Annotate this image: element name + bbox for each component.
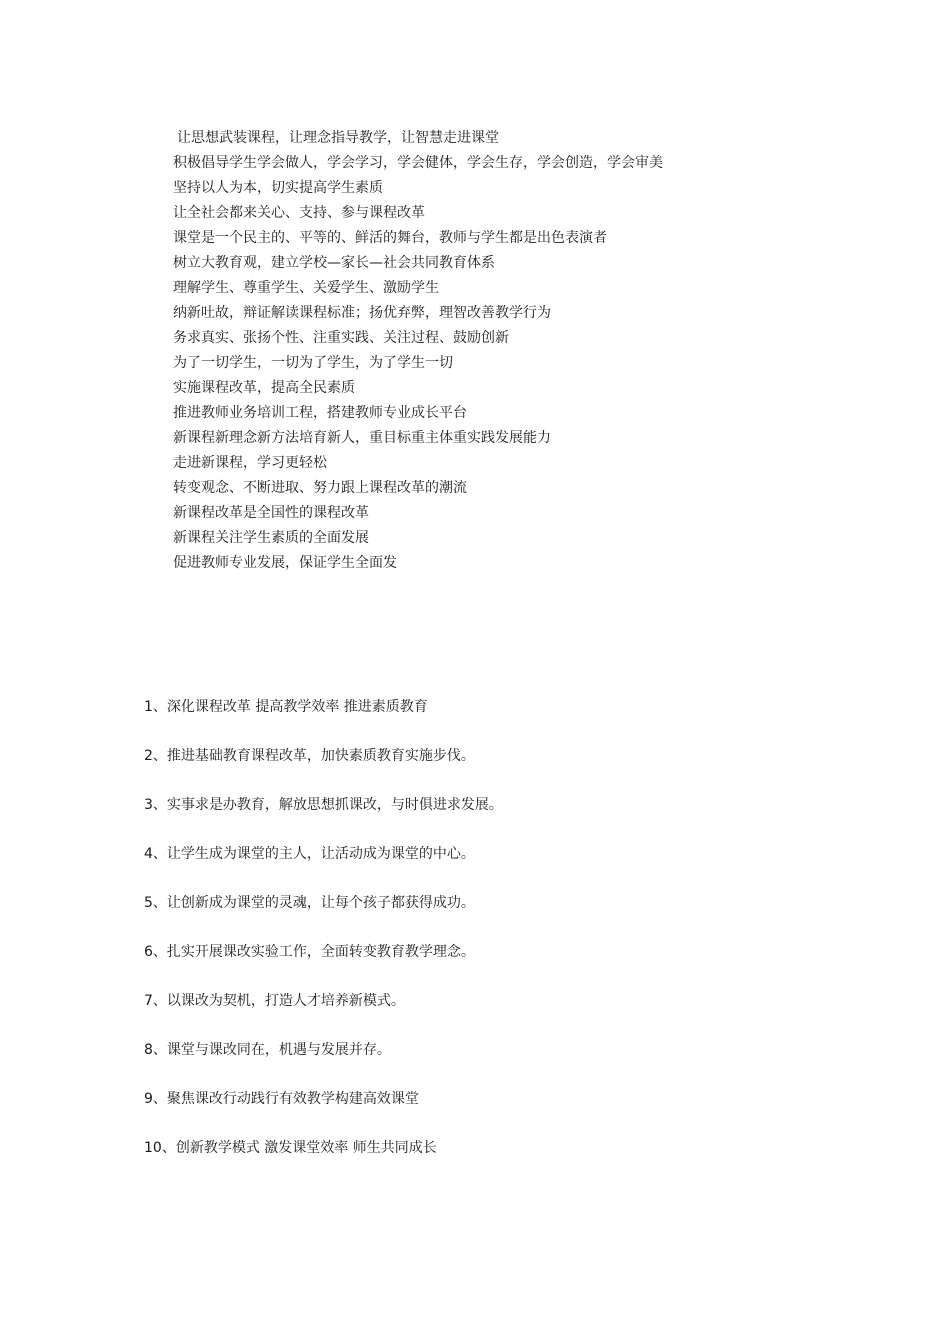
slogan-line: 纳新吐故，辩证解读课程标准；扬优弃弊，理智改善教学行为 <box>173 305 551 321</box>
slogan-line: 树立大教育观，建立学校—家长—社会共同教育体系 <box>173 255 495 271</box>
numbered-item: 7、以课改为契机，打造人才培养新模式。 <box>144 993 405 1009</box>
numbered-item: 6、扎实开展课改实验工作，全面转变教育教学理念。 <box>144 944 475 960</box>
slogan-line: 为了一切学生，一切为了学生，为了学生一切 <box>173 355 453 371</box>
numbered-item: 9、聚焦课改行动践行有效教学构建高效课堂 <box>144 1091 419 1107</box>
numbered-item: 10、创新教学模式 激发课堂效率 师生共同成长 <box>144 1140 437 1156</box>
numbered-item: 5、让创新成为课堂的灵魂，让每个孩子都获得成功。 <box>144 895 475 911</box>
numbered-item: 3、实事求是办教育，解放思想抓课改，与时俱进求发展。 <box>144 797 503 813</box>
slogan-line: 实施课程改革，提高全民素质 <box>173 380 355 396</box>
slogan-line: 课堂是一个民主的、平等的、鲜活的舞台，教师与学生都是出色表演者 <box>173 230 607 246</box>
slogan-line: 走进新课程，学习更轻松 <box>173 455 327 471</box>
slogan-list <box>173 126 893 576</box>
slogan-line: 务求真实、张扬个性、注重实践、关注过程、鼓励创新 <box>173 330 509 346</box>
slogan-line: 转变观念、不断进取、努力跟上课程改革的潮流 <box>173 480 467 496</box>
slogan-line: 积极倡导学生学会做人，学会学习，学会健体，学会生存，学会创造，学会审美 <box>173 155 663 171</box>
numbered-item: 4、让学生成为课堂的主人，让活动成为课堂的中心。 <box>144 846 475 862</box>
slogan-line: 新课程新理念新方法培育新人，重目标重主体重实践发展能力 <box>173 430 551 446</box>
slogan-line: 新课程关注学生素质的全面发展 <box>173 530 369 546</box>
slogan-line: 让思想武装课程，让理念指导教学，让智慧走进课堂 <box>177 130 499 146</box>
slogan-line: 让全社会都来关心、支持、参与课程改革 <box>173 205 425 221</box>
slogan-line: 新课程改革是全国性的课程改革 <box>173 505 369 521</box>
slogan-line: 促进教师专业发展，保证学生全面发 <box>173 555 397 571</box>
slogan-line: 推进教师业务培训工程，搭建教师专业成长平台 <box>173 405 467 421</box>
slogan-line: 坚持以人为本，切实提高学生素质 <box>173 180 383 196</box>
slogan-line: 理解学生、尊重学生、关爱学生、激励学生 <box>173 280 439 296</box>
numbered-item: 2、推进基础教育课程改革，加快素质教育实施步伐。 <box>144 748 475 764</box>
numbered-item: 1、深化课程改革 提高教学效率 推进素质教育 <box>144 699 428 715</box>
numbered-slogan-list <box>144 697 904 1187</box>
numbered-item: 8、课堂与课改同在，机遇与发展并存。 <box>144 1042 391 1058</box>
